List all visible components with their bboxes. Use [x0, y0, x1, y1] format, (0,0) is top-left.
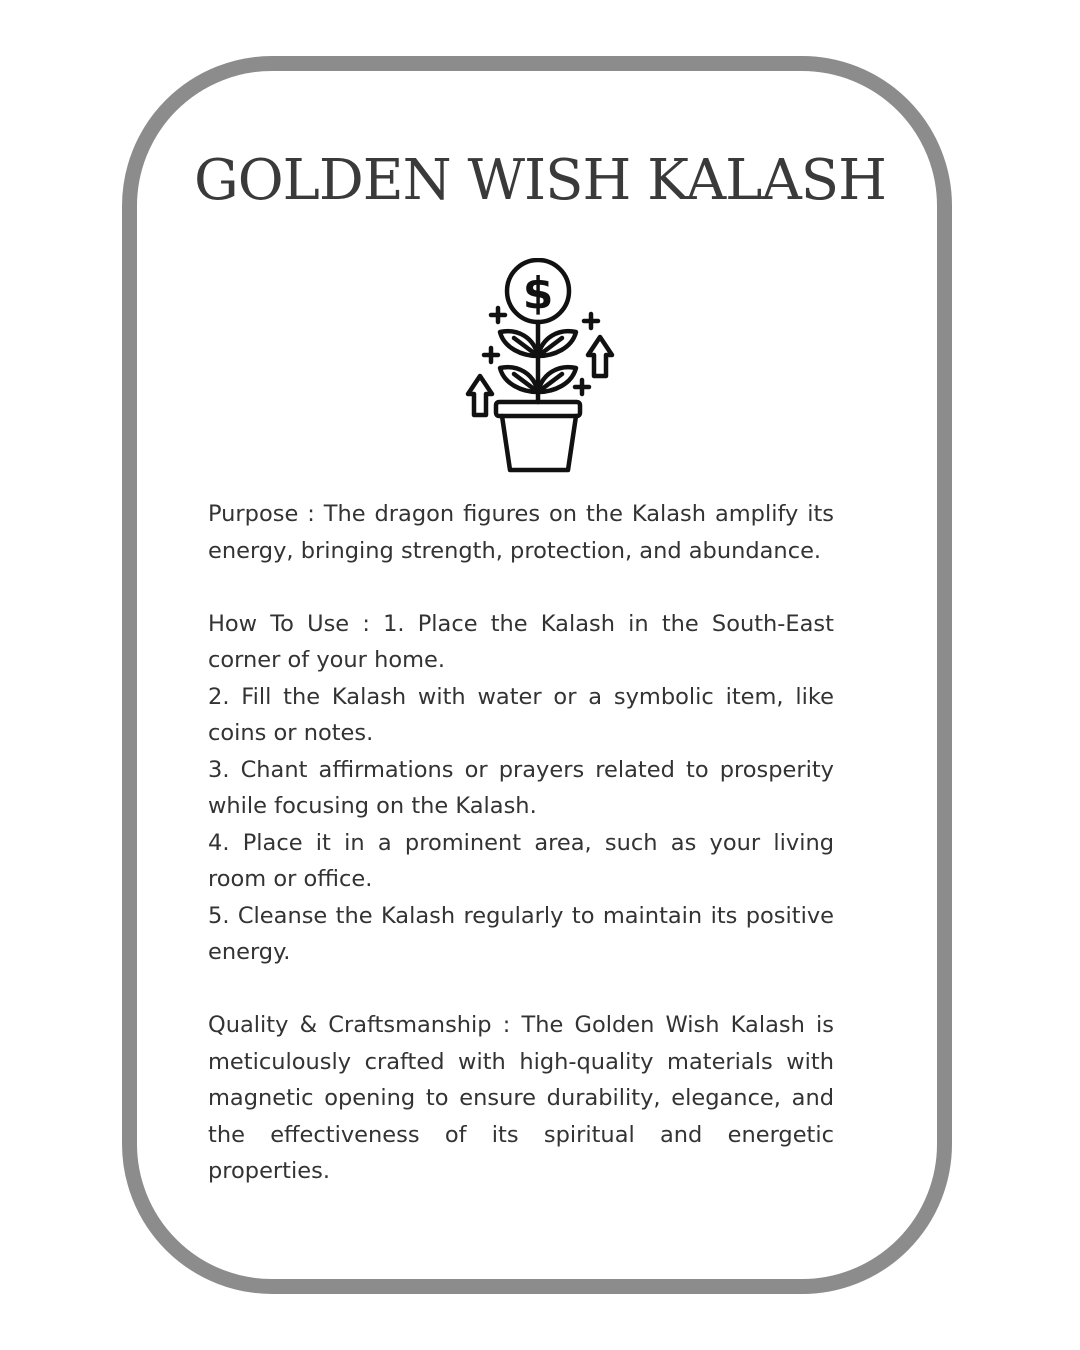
spacer [208, 971, 834, 1008]
step-text: 1. Place the Kalash in the South-East corner of your home. [208, 610, 834, 673]
svg-text:$: $ [522, 268, 554, 319]
how-to-use-step-5: 5. Cleanse the Kalash regularly to maintain its positive energy. [208, 902, 834, 965]
how-to-use-step-3: 3. Chant affirmations or prayers related to prosperity while focusing on the Kalash. [208, 756, 834, 819]
purpose-label: Purpose : [208, 501, 315, 527]
page-title: GOLDEN WISH KALASH [194, 148, 886, 213]
spacer [208, 569, 834, 606]
quality-label: Quality & Craftsmanship : [208, 1012, 511, 1038]
how-to-use-step-4: 4. Place it in a prominent area, such as your living room or office. [208, 829, 834, 892]
product-description [208, 496, 834, 1190]
money-plant-pot-icon [464, 258, 616, 476]
quality-paragraph [208, 1007, 834, 1190]
how-to-use-step-2: 2. Fill the Kalash with water or a symbolic item, like coins or notes. [208, 683, 834, 746]
how-to-use-label: How To Use : [208, 610, 370, 637]
purpose-paragraph [208, 496, 834, 569]
purpose-text: The dragon figures on the Kalash amplify its energy, bringing strength, protection, and abundance. [208, 501, 835, 564]
quality-text: The Golden Wish Kalash is meticulously crafted with high-quality materials with magnetic opening to ensure durability, elegance, and the effectiveness of its spiritual and energetic properties. [208, 1012, 834, 1184]
how-to-use-step-1 [208, 606, 834, 679]
